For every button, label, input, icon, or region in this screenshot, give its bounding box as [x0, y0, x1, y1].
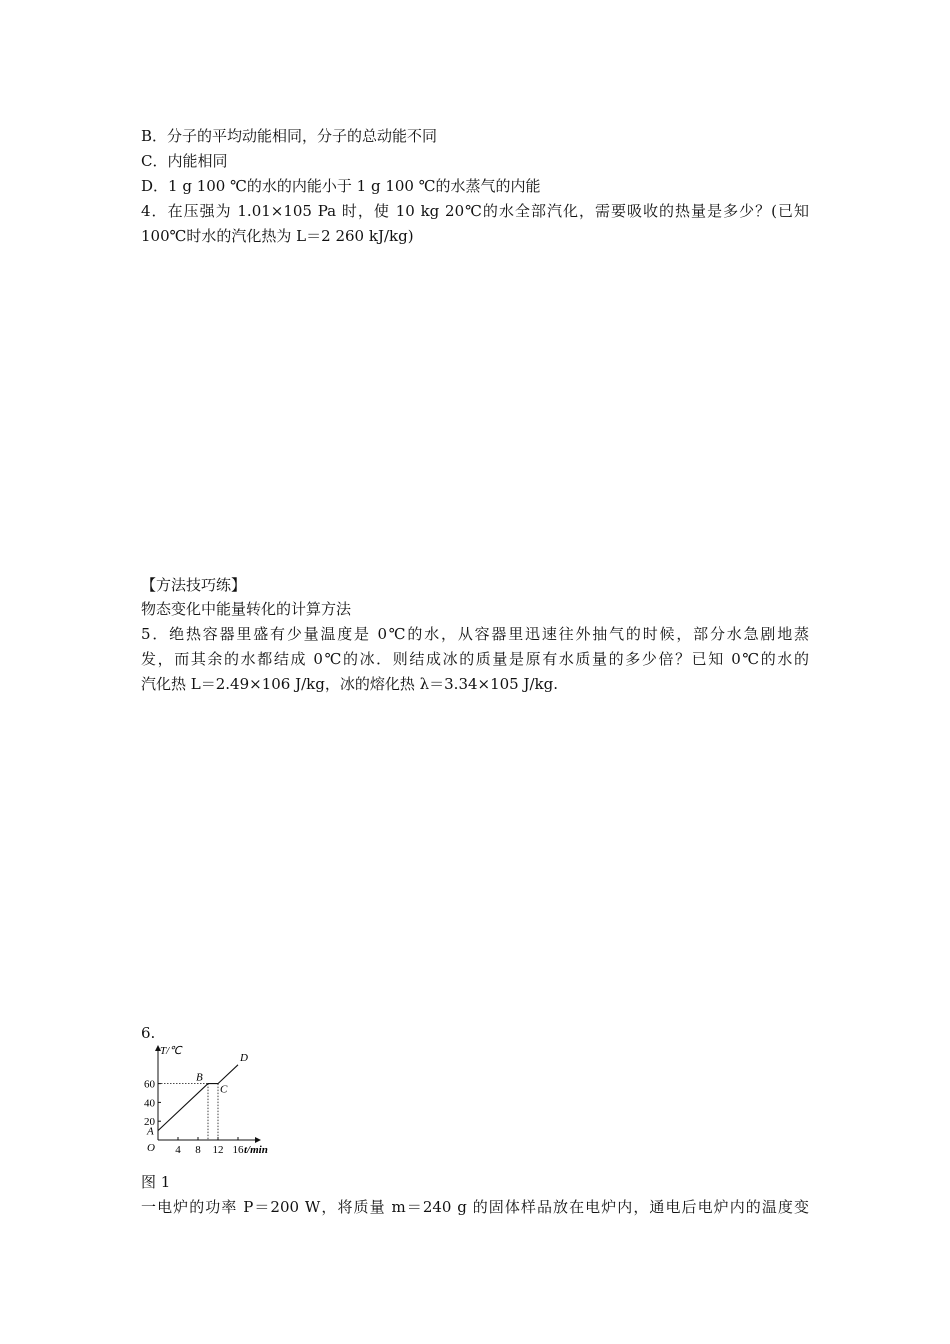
- point-label-a: A: [147, 1125, 154, 1138]
- y-axis-label: T/℃: [160, 1045, 182, 1057]
- q6-number: 6.: [141, 1024, 156, 1042]
- section-heading: 【方法技巧练】: [141, 576, 247, 594]
- q4-text-line2: 100℃时水的汽化热为 L＝2 260 kJ/kg): [141, 227, 414, 245]
- section-subheading: 物态变化中能量转化的计算方法: [141, 600, 352, 618]
- point-label-d: D: [240, 1051, 248, 1064]
- point-label-c: C: [220, 1083, 228, 1096]
- x-tick-label: 16: [232, 1144, 244, 1156]
- q5-text-line2: 发，而其余的水都结成 0℃的冰．则结成冰的质量是原有水质量的多少倍？已知 0℃的水的: [141, 650, 809, 668]
- y-tick-label: 60: [144, 1078, 155, 1091]
- q4-text-line1: 4．在压强为 1.01×105 Pa 时，使 10 kg 20℃的水全部汽化，需要吸收的热量是多少？(已知: [141, 202, 809, 220]
- figure-caption: 图 1: [141, 1173, 171, 1191]
- q5-text-line1: 5．绝热容器里盛有少量温度是 0℃的水，从容器里迅速往外抽气的时候，部分水急剧地蒸: [141, 625, 809, 643]
- y-tick-label: 40: [144, 1097, 155, 1110]
- temperature-time-graph: [138, 1042, 288, 1160]
- y-tick-label: 20: [144, 1116, 155, 1129]
- point-label-b: B: [196, 1071, 203, 1084]
- q3-option-d: D．1 g 100 ℃的水的内能小于 1 g 100 ℃的水蒸气的内能: [141, 177, 541, 195]
- q3-option-c: C．内能相同: [141, 152, 228, 170]
- q6-text-line1: 一电炉的功率 P＝200 W，将质量 m＝240 g 的固体样品放在电炉内，通电后电炉内的温度变: [141, 1198, 809, 1216]
- x-tick-label: 8: [195, 1144, 201, 1156]
- x-axis-label: t/min: [244, 1144, 268, 1156]
- origin-label: O: [147, 1142, 155, 1154]
- x-tick-label: 12: [212, 1144, 224, 1156]
- q3-option-b: B．分子的平均动能相同，分子的总动能不同: [141, 127, 438, 145]
- q5-text-line3: 汽化热 L＝2.49×106 J/kg，冰的熔化热 λ＝3.34×105 J/kg.: [141, 675, 559, 693]
- x-tick-label: 4: [175, 1144, 181, 1156]
